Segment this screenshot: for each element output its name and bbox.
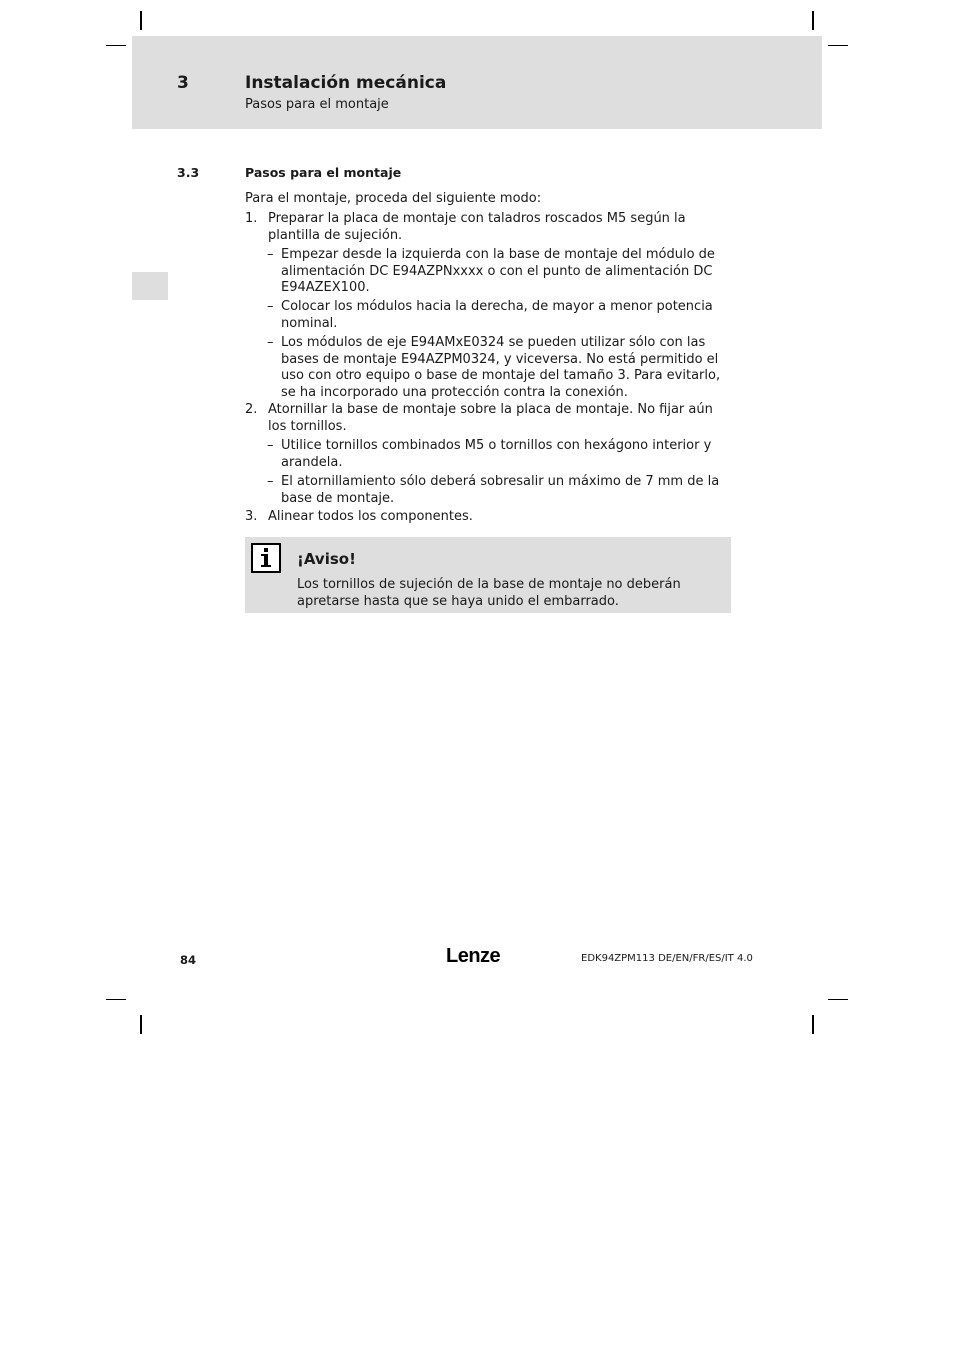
crop-mark <box>106 45 126 46</box>
step-number: 2. <box>245 402 258 417</box>
svg-text:Lenze: Lenze <box>446 945 501 966</box>
sub-item-text: Empezar desde la izquierda con la base de montaje del módulo de alimentación DC E94AZPNxxxx o con el punto de alimentación DC E94AZEX100. <box>281 247 715 295</box>
crop-mark <box>106 999 126 1000</box>
list-item <box>245 402 731 435</box>
crop-mark <box>140 11 142 30</box>
note-title: ¡Aviso! <box>297 550 356 568</box>
crop-mark <box>828 45 848 46</box>
dash-bullet: – <box>267 438 274 453</box>
note-text: Los tornillos de sujeción de la base de montaje no deberán apretarse hasta que se haya unido el embarrado. <box>297 577 681 609</box>
dash-bullet: – <box>267 335 274 350</box>
chapter-subtitle: Pasos para el montaje <box>245 97 389 112</box>
section-title: Pasos para el montaje <box>245 165 402 180</box>
dash-bullet: – <box>267 474 274 489</box>
crop-mark <box>812 11 814 30</box>
step-text: Preparar la placa de montaje con taladros roscados M5 según la plantilla de sujeción. <box>268 211 686 243</box>
step-number: 3. <box>245 509 258 524</box>
sub-list-item <box>267 247 731 297</box>
dash-bullet: – <box>267 299 274 314</box>
chapter-title: Instalación mecánica <box>245 73 447 93</box>
page-number: 84 <box>180 953 197 967</box>
sub-list-item <box>267 335 731 401</box>
crop-mark <box>828 999 848 1000</box>
step-number: 1. <box>245 211 258 226</box>
list-item <box>245 211 731 244</box>
crop-mark <box>812 1015 814 1034</box>
lenze-logo <box>446 944 508 966</box>
sub-list-item <box>267 438 731 471</box>
list-item <box>245 509 731 526</box>
sub-item-text: El atornillamiento sólo deberá sobresalir un máximo de 7 mm de la base de montaje. <box>281 474 720 506</box>
document-id: EDK94ZPM113 DE/EN/FR/ES/IT 4.0 <box>581 953 753 964</box>
note-box <box>245 537 731 613</box>
chapter-header <box>132 36 822 129</box>
sub-list-item <box>267 474 731 507</box>
chapter-side-marker <box>132 272 168 300</box>
step-text: Alinear todos los componentes. <box>268 509 473 524</box>
step-text: Atornillar la base de montaje sobre la placa de montaje. No fijar aún los tornillos. <box>268 402 713 434</box>
sub-list-item <box>267 299 731 332</box>
sub-item-text: Colocar los módulos hacia la derecha, de mayor a menor potencia nominal. <box>281 299 713 331</box>
sub-item-text: Utilice tornillos combinados M5 o tornillos con hexágono interior y arandela. <box>281 438 712 470</box>
sub-item-text: Los módulos de eje E94AMxE0324 se pueden utilizar sólo con las bases de montaje E94AZPM0324, y viceversa. No está permitido el uso con otro equipo o base de montaje del tamaño 3. Para evitarlo, se ha incorporado una protección contra la conexión. <box>281 335 721 400</box>
crop-mark <box>140 1015 142 1034</box>
chapter-number: 3 <box>177 73 189 93</box>
dash-bullet: – <box>267 247 274 262</box>
info-icon <box>251 543 281 573</box>
section-number: 3.3 <box>177 165 200 180</box>
intro-paragraph: Para el montaje, proceda del siguiente modo: <box>245 191 542 206</box>
